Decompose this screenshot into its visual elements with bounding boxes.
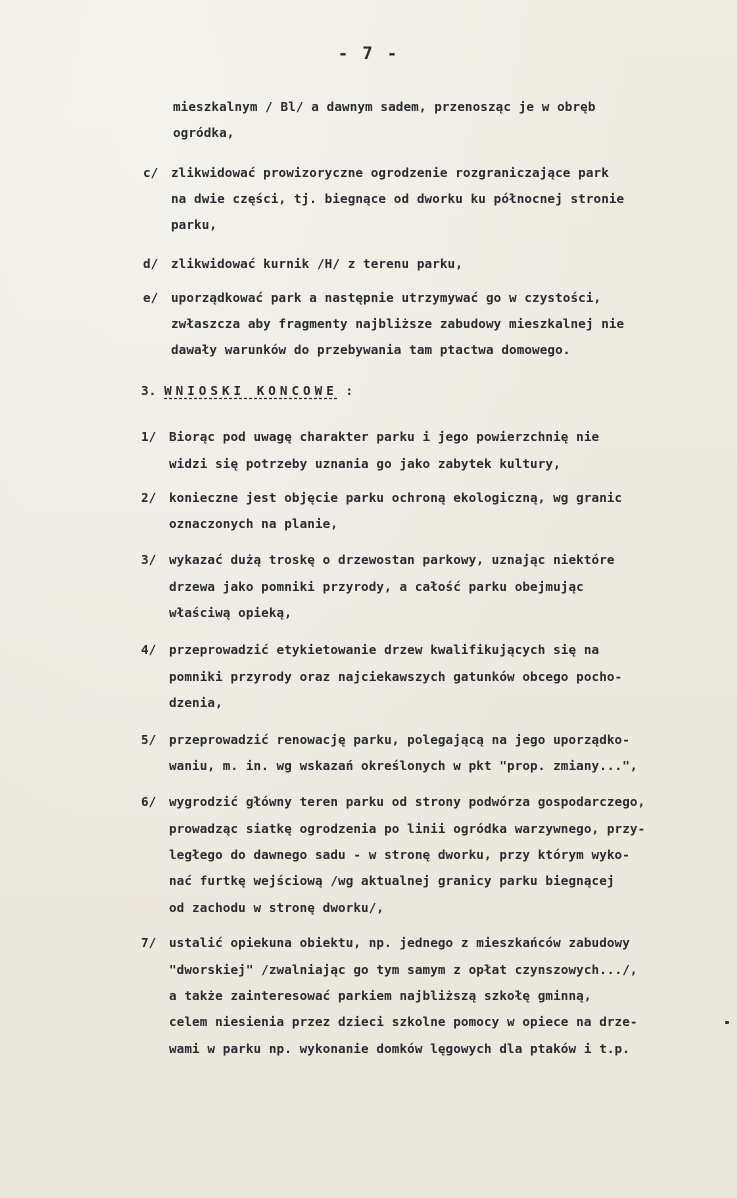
item-text: zlikwidować prowizoryczne ogrodzenie rozgraniczające park <box>171 165 609 180</box>
item-text: ległego do dawnego sadu - w stronę dworku, przy którym wyko- <box>169 847 630 862</box>
item-text: "dworskiej" /zwalniając go tym samym z opłat czynszowych.../, <box>169 962 638 977</box>
item-text: od zachodu w stronę dworku/, <box>169 900 385 915</box>
section-suffix: : <box>345 383 354 398</box>
list-item-3 <box>141 552 615 567</box>
item-marker: c/ <box>143 165 159 180</box>
item-text: właściwą opieką, <box>169 605 292 620</box>
item-text: uporządkować park a następnie utrzymywać go w czystości, <box>171 290 602 305</box>
item-marker: 1/ <box>141 429 157 444</box>
item-text: drzewa jako pomniki przyrody, a całość parku obejmując <box>169 579 584 594</box>
list-item-c <box>143 165 609 180</box>
item-text: wami w parku np. wykonanie domków lęgowych dla ptaków i t.p. <box>169 1041 630 1056</box>
section-number: 3. <box>141 383 157 398</box>
item-text: dawały warunków do przebywania tam ptactwa domowego. <box>171 342 571 357</box>
list-item-6 <box>141 794 645 809</box>
list-item-2 <box>141 490 622 505</box>
list-item-5 <box>141 732 630 747</box>
item-text: zwłaszcza aby fragmenty najbliższe zabudowy mieszkalnej nie <box>171 316 625 331</box>
item-text: wygrodzić główny teren parku od strony podwórza gospodarczego, <box>169 794 646 809</box>
item-text: prowadząc siatkę ogrodzenia po linii ogródka warzywnego, przy- <box>169 821 646 836</box>
item-marker: 4/ <box>141 642 157 657</box>
item-text: na dwie części, tj. biegnące od dworku ku północnej stronie <box>171 191 625 206</box>
item-text: przeprowadzić renowację parku, polegającą na jego uporządko- <box>169 732 630 747</box>
item-text: wykazać dużą troskę o drzewostan parkowy, uznając niektóre <box>169 552 615 567</box>
item-marker: 7/ <box>141 935 157 950</box>
list-item-7 <box>141 935 630 950</box>
list-item-d <box>143 256 463 271</box>
item-text: przeprowadzić etykietowanie drzew kwalifikujących się na <box>169 642 600 657</box>
item-text: dzenia, <box>169 695 223 710</box>
item-marker: d/ <box>143 256 159 271</box>
page-number: - 7 - <box>337 44 400 64</box>
item-marker: 5/ <box>141 732 157 747</box>
list-item-e <box>143 290 601 305</box>
item-marker: 3/ <box>141 552 157 567</box>
item-text: ustalić opiekuna obiektu, np. jednego z mieszkańców zabudowy <box>169 935 630 950</box>
intro-line: mieszkalnym / Bl/ a dawnym sadem, przenosząc je w obręb <box>173 99 596 114</box>
ink-mark <box>725 1021 729 1024</box>
item-text: konieczne jest objęcie parku ochroną ekologiczną, wg granic <box>169 490 623 505</box>
intro-line: ogródka, <box>173 125 235 140</box>
item-text: nać furtkę wejściową /wg aktualnej granicy parku biegnącej <box>169 873 615 888</box>
item-text: oznaczonych na planie, <box>169 516 339 531</box>
list-item-1 <box>141 429 599 444</box>
item-text: Biorąc pod uwagę charakter parku i jego powierzchnię nie <box>169 429 600 444</box>
section-title: WNIOSKI KONCOWE <box>164 383 338 398</box>
item-marker: e/ <box>143 290 159 305</box>
item-text: parku, <box>171 217 218 232</box>
section-heading <box>141 383 353 398</box>
item-marker: 2/ <box>141 490 157 505</box>
item-text: pomniki przyrody oraz najciekawszych gatunków obcego pocho- <box>169 669 623 684</box>
item-marker: 6/ <box>141 794 157 809</box>
list-item-4 <box>141 642 599 657</box>
item-text: celem niesienia przez dzieci szkolne pomocy w opiece na drze- <box>169 1014 638 1029</box>
item-text: a także zainteresować parkiem najbliższą szkołę gminną, <box>169 988 592 1003</box>
item-text: widzi się potrzeby uznania go jako zabytek kultury, <box>169 456 561 471</box>
item-text: waniu, m. in. wg wskazań określonych w pkt "prop. zmiany...", <box>169 758 638 773</box>
item-text: zlikwidować kurnik /H/ z terenu parku, <box>171 256 463 271</box>
